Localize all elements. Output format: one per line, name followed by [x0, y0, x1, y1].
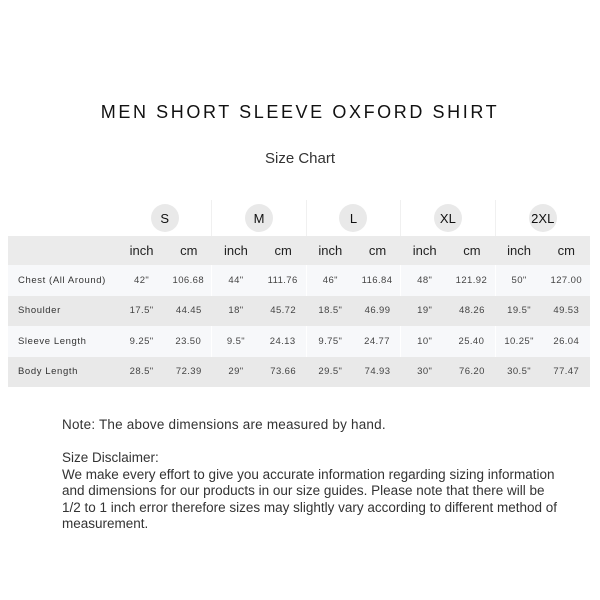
table-cell: 9.5" — [226, 335, 246, 347]
page-subtitle: Size Chart — [264, 150, 336, 167]
page-title: MEN SHORT SLEEVE OXFORD SHIRT — [100, 102, 500, 122]
size-group-s — [118, 200, 212, 236]
table-cell: 24.77 — [354, 326, 401, 357]
table-cell: 18.5" — [318, 305, 343, 317]
table-cell: 50" — [511, 274, 527, 286]
size-badge: 2XL — [529, 204, 557, 232]
unit-header-inch: inch — [412, 243, 437, 258]
unit-header-cm: cm — [557, 243, 575, 258]
disclaimer-body: We make every effort to give you accurate information regarding sizing information and dimensions for our products in our size guides. Please note that there will be 1/2 to 1 inch error therefore sizes may slightly vary according to different method of measurement. — [62, 466, 557, 531]
table-cell: 45.72 — [270, 305, 297, 317]
table-cell: 26.04 — [553, 335, 580, 347]
table-cell: 17.5" — [129, 305, 154, 317]
size-group-xl — [401, 200, 495, 236]
size-badge: XL — [434, 204, 462, 232]
table-cell: 29.5" — [318, 366, 343, 378]
table-row-chest — [8, 265, 590, 296]
unit-header-cm: cm — [463, 243, 481, 258]
table-cell: 73.66 — [270, 366, 297, 378]
size-badge: S — [151, 204, 179, 232]
table-cell: 24.13 — [260, 326, 307, 357]
table-cell: 25.40 — [448, 326, 495, 357]
table-cell: 42" — [134, 274, 150, 286]
unit-header-cm: cm — [368, 243, 387, 258]
table-cell: 44" — [228, 274, 244, 286]
unit-header-cm: cm — [274, 243, 292, 258]
table-cell: 76.20 — [459, 366, 485, 378]
table-cell: 9.25" — [129, 335, 154, 347]
table-cell: 30" — [417, 366, 433, 378]
table-cell: 19" — [417, 305, 433, 317]
table-cell: 44.45 — [175, 305, 202, 317]
unit-header-inch: inch — [318, 243, 343, 258]
table-cell: 49.53 — [553, 305, 580, 317]
table-cell: 30.5" — [507, 366, 532, 378]
size-badge: M — [245, 204, 273, 232]
table-cell: 111.76 — [260, 265, 307, 296]
table-row-shoulder — [8, 296, 590, 327]
table-cell: 23.50 — [165, 326, 212, 357]
size-disclaimer — [62, 450, 562, 533]
measurement-note: Note: The above dimensions are measured by hand. — [62, 417, 386, 432]
table-row-sleeve-length — [8, 326, 590, 357]
table-cell: 127.00 — [550, 274, 583, 286]
row-label: Chest (All Around) — [18, 274, 106, 286]
unit-header-inch: inch — [129, 243, 154, 258]
table-cell: 48" — [417, 274, 433, 286]
table-cell: 9.75" — [318, 335, 343, 347]
table-cell: 18" — [228, 305, 244, 317]
table-cell: 19.5" — [507, 305, 532, 317]
table-cell: 10" — [417, 335, 433, 347]
table-cell: 46" — [322, 274, 338, 286]
table-cell: 106.68 — [165, 265, 212, 296]
size-group-2xl — [496, 200, 590, 236]
table-cell: 72.39 — [175, 366, 202, 378]
size-header-row — [8, 200, 590, 236]
size-group-m — [212, 200, 306, 236]
table-cell: 10.25" — [504, 335, 534, 347]
unit-header-row — [8, 236, 590, 265]
unit-header-inch: inch — [224, 243, 248, 258]
table-cell: 121.92 — [448, 265, 495, 296]
table-cell: 48.26 — [459, 305, 485, 317]
size-group-l — [307, 200, 401, 236]
table-row-body-length — [8, 357, 590, 388]
size-chart-table — [8, 200, 590, 387]
table-cell: 29" — [228, 366, 244, 378]
table-cell: 46.99 — [364, 305, 391, 317]
row-label: Sleeve Length — [18, 335, 87, 347]
unit-header-inch: inch — [507, 243, 532, 258]
unit-header-cm: cm — [180, 243, 198, 258]
row-label: Shoulder — [18, 305, 61, 317]
table-cell: 77.47 — [553, 366, 580, 378]
row-label: Body Length — [18, 366, 78, 378]
disclaimer-title: Size Disclaimer: — [62, 450, 159, 465]
table-cell: 28.5" — [129, 366, 154, 378]
table-cell: 116.84 — [354, 265, 401, 296]
table-cell: 74.93 — [364, 366, 391, 378]
size-badge: L — [339, 204, 367, 232]
